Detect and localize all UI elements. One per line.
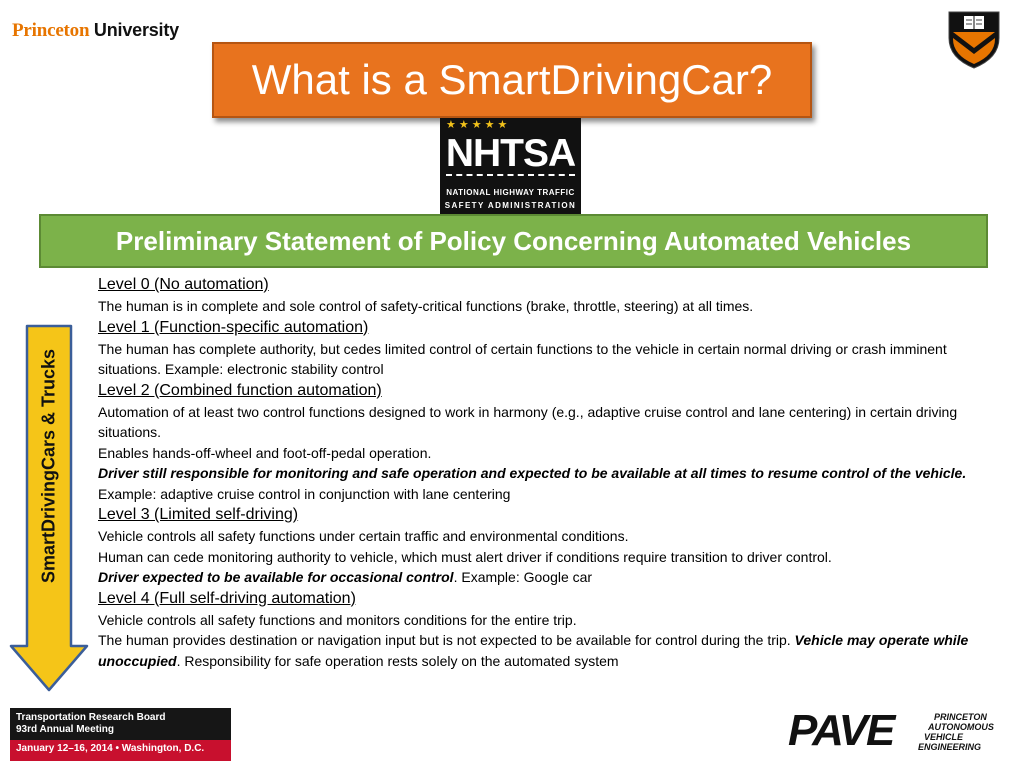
- pave-word: PAVE: [788, 706, 894, 755]
- slide-title: What is a SmartDrivingCar?: [251, 56, 773, 103]
- princeton-shield-icon: [945, 8, 1003, 70]
- level-3-desc: Vehicle controls all safety functions under certain traffic and environmental conditions.: [98, 528, 629, 544]
- level-2-title: Level 2 (Combined function automation): [98, 381, 382, 399]
- nhtsa-logo: [440, 118, 581, 214]
- arrow-label: SmartDrivingCars & Trucks: [38, 348, 59, 584]
- level-4-desc-start: The human provides destination or navigation input but is not expected to be available for control during the trip.: [98, 632, 795, 648]
- slide-title-box: [212, 42, 812, 118]
- pave-line1: PRINCETON: [934, 712, 987, 722]
- level-2-desc: Automation of at least two control functions designed to work in harmony (e.g., adaptive cruise control and lane centering) in certain driving situations.: [98, 403, 958, 440]
- pave-line3: VEHICLE: [924, 732, 964, 742]
- level-4-desc: Vehicle controls all safety functions and monitors conditions for the entire trip.: [98, 611, 577, 628]
- trb-line3: January 12–16, 2014 • Washington, D.C.: [16, 743, 205, 754]
- logo-princeton-text: Princeton: [12, 20, 90, 41]
- level-2-example: Example: adaptive cruise control in conjunction with lane centering: [98, 485, 511, 502]
- nhtsa-line2: SAFETY ADMINISTRATION: [444, 201, 577, 210]
- levels-content: [98, 274, 998, 671]
- policy-banner-text: Preliminary Statement of Policy Concerning Automated Vehicles: [115, 225, 912, 256]
- level-4-emphasis: Vehicle may operate while unoccupied: [98, 632, 969, 669]
- princeton-university-logo: [12, 20, 179, 42]
- level-3-example: . Example: Google car: [453, 569, 593, 585]
- pave-logo: [788, 704, 1004, 758]
- trb-line2: 93rd Annual Meeting: [16, 724, 114, 735]
- level-4-desc-2: [98, 630, 998, 671]
- nhtsa-dashed-divider: [446, 174, 575, 176]
- logo-university-text: University: [93, 20, 179, 40]
- pave-line2: AUTONOMOUS: [928, 722, 994, 732]
- trb-text: [16, 712, 165, 736]
- level-4-desc-rest: . Responsibility for safe operation rests solely on the automated system: [176, 652, 619, 669]
- level-1-title: Level 1 (Function-specific automation): [98, 318, 369, 336]
- level-3-title: Level 3 (Limited self-driving): [98, 506, 299, 523]
- nhtsa-line1: NATIONAL HIGHWAY TRAFFIC: [446, 188, 575, 197]
- level-0-desc: The human is in complete and sole control of safety-critical functions (brake, throttle, steering) at all times.: [98, 298, 754, 314]
- pave-line4: ENGINEERING: [918, 742, 982, 752]
- level-1-desc: The human has complete authority, but cedes limited control of certain functions to the vehicle in certain normal driving or crash imminent situations. Example: electronic stability control: [98, 340, 947, 377]
- level-3-desc-3: [98, 567, 998, 588]
- level-4-title: Level 4 (Full self-driving automation): [98, 589, 356, 607]
- nhtsa-stars: ★★★★★: [446, 119, 511, 131]
- trb-meeting-logo: [10, 708, 231, 761]
- level-0-title: Level 0 (No automation): [98, 276, 269, 293]
- level-2-desc-2: Enables hands-off-wheel and foot-off-pedal operation.: [98, 444, 432, 461]
- level-2-emphasis: Driver still responsible for monitoring and safe operation and expected to be available at all times to resume control of the vehicle.: [98, 465, 967, 481]
- level-3-desc-2: Human can cede monitoring authority to vehicle, which must alert driver if conditions require transition to driver control.: [98, 548, 832, 565]
- trb-line1: Transportation Research Board: [16, 712, 166, 723]
- policy-banner: [39, 214, 988, 268]
- level-2-desc-3: [98, 463, 998, 504]
- level-3-emphasis: Driver expected to be available for occasional control: [98, 569, 454, 585]
- nhtsa-name: NHTSA: [445, 132, 576, 175]
